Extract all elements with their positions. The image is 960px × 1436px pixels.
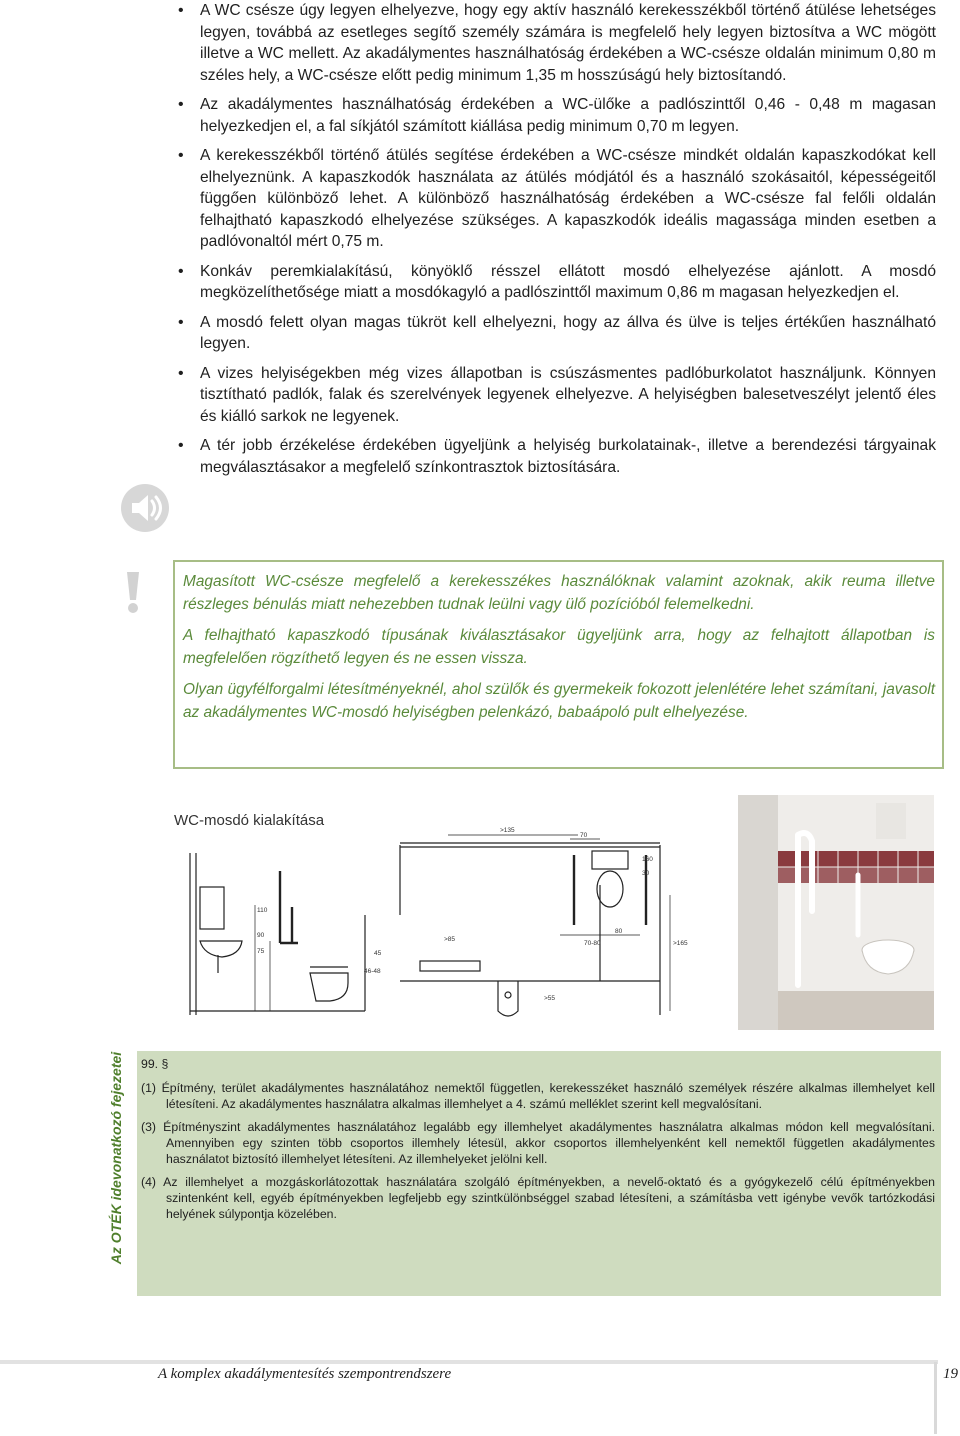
side-label-text: Az OTÉK idevonatkozó fejezetei <box>108 1051 124 1265</box>
guideline-item: • A vizes helyiségekben még vizes állapotban is csúszásmentes padlóburkolatot használjunk. Könnyen tisztítható padlók, falak és szerelvények legyenek elhelyezve. A helyiségben balesetveszélyt jelentő éles és kiálló sarkok ne legyenek. <box>178 363 936 428</box>
wc-layout-drawing <box>160 795 700 1035</box>
note-paragraph: Magasított WC-csésze megfelelő a kerekesszékes használóknak valamint azoknak, akik reuma illetve részleges bénulás miatt nehezebben tudnak leülni vagy ülő pozícióból felemelkedni. <box>183 573 935 613</box>
note-callout <box>173 560 944 769</box>
footer-separator <box>934 1362 937 1434</box>
dim-label: 80 <box>615 928 623 935</box>
note-paragraph: A felhajtható kapaszkodó típusának kiválasztásakor ügyeljünk arra, hogy az felhajtott állapotban is megfelelően rögzíthető legyen és ne essen vissza. <box>183 627 935 667</box>
dim-label: 70 <box>580 832 588 839</box>
guideline-item: • A tér jobb érzékelése érdekében ügyeljünk a helyiség burkolatainak-, illetve a berendezési tárgyainak megválasztásakor a megfelelő színkontrasztok biztosítására. <box>178 435 936 478</box>
guideline-item: • A mosdó felett olyan magas tükröt kell elhelyezni, hogy az állva és ülve is teljes értékűen használható legyen. <box>178 312 936 355</box>
section-number: 99. § <box>141 1057 169 1071</box>
dim-label: 70-80 <box>584 940 601 947</box>
guideline-item: • A kerekesszékből történő átülés segítése érdekében a WC-csésze mindkét oldalán kapaszkodókat kell elhelyeznünk. A kapaszkodók használata az átülés módjától és a használó szokásaitól, képességeitől függően különböző lehet. A különböző használhatóság érdekében a WC-csésze fal felőli oldalán felhajtható kapaszkodó elhelyezése szükséges. A kapaszkodók ideális magassága minden esetben a padlóvonaltól mért 0,75 m. <box>178 145 936 253</box>
side-section-label <box>100 1050 132 1266</box>
guideline-item: • Az akadálymentes használhatóság érdekében a WC-ülőke a padlószinttől 0,46 - 0,48 m magasan helyezkedjen el, a fal síkjától számított kiállása pedig minimum 0,70 m legyen. <box>178 94 936 137</box>
dim-label: 75 <box>257 948 265 955</box>
exclamation-icon <box>116 570 150 614</box>
dim-label: >135 <box>500 827 515 834</box>
regulation-item: (1) Építmény, terület akadálymentes használatához nemektől független, kerekesszéket használó személyek részére alkalmas illemhelyet kell létesíteni. Az akadálymentes használatra alkalmas illemhelyet a 4. számú melléklet szerint kell megvalósítani. <box>141 1081 935 1111</box>
dim-label: 160 <box>642 856 653 863</box>
regulation-box <box>137 1051 941 1296</box>
dim-label: 46-48 <box>364 968 381 975</box>
page-number: 19 <box>943 1366 958 1382</box>
guideline-item: • Konkáv peremkialakítású, könyöklő résszel ellátott mosdó elhelyezése ajánlott. A mosdó megközelíthetősége miatt a mosdókagyló a padlószinttől maximum 0,86 m magasan helyezkedjen el. <box>178 261 936 304</box>
footer-divider <box>0 1360 938 1364</box>
dim-label: 30 <box>642 870 650 877</box>
dim-label: 90 <box>257 932 265 939</box>
guideline-item: • A WC csésze úgy legyen elhelyezve, hogy egy aktív használó kerekesszékből történő átülése lehetséges legyen, továbbá az esetleges segítő személy számára is megfelelő hely legyen biztosítva a WC mögött illetve a WC mellett. Az akadálymentes használhatóság érdekében a WC-csésze oldalán minimum 0,80 m széles hely, a WC-csésze előtt pedig minimum 1,35 m hosszúságú hely biztosítandó. <box>178 0 936 86</box>
note-paragraph: Olyan ügyfélforgalmi létesítményeknél, ahol szülők és gyermekeik fokozott jelenlétére lehet számítani, javasolt az akadálymentes WC-mosdó helyiségben pelenkázó, babaápoló pult elhelyezése. <box>183 681 935 721</box>
regulation-item: (3) Építményszint akadálymentes használatához legalább egy illemhelyet akadálymentes használatra alkalmas módon kell megvalósítani. Amennyiben egy szinten több csoportos illemhely létesül, akkor csoportos illemhelyenként kell nemektől független akadálymentes használatot biztosító illemhelyet létesíteni. Az illemhelyeket jelölni kell. <box>141 1120 935 1166</box>
figure <box>160 795 934 1035</box>
regulation-item: (4) Az illemhelyet a mozgáskorlátozottak használatára szolgáló építményekben, a nevelő-oktató és a gyógykezelő célú építményekben szintenként kell, egyéb építményekben legfeljebb egy szintkülönbséggel szabad létesíteni, a számításba vett igénybe vevők tartózkodási helyének súlypontja közelében. <box>141 1175 935 1221</box>
dim-label: 45 <box>374 950 382 957</box>
figure-title: WC-mosdó kialakítása <box>174 812 325 829</box>
dim-label: 110 <box>257 907 268 914</box>
dim-label: >55 <box>544 995 556 1002</box>
guideline-list <box>178 0 936 486</box>
speaker-icon <box>120 483 170 533</box>
accessible-restroom-photo <box>738 795 934 1030</box>
dim-label: >165 <box>673 940 688 947</box>
dim-label: >85 <box>444 936 456 943</box>
footer-title: A komplex akadálymentesítés szempontrendszere <box>158 1366 452 1382</box>
